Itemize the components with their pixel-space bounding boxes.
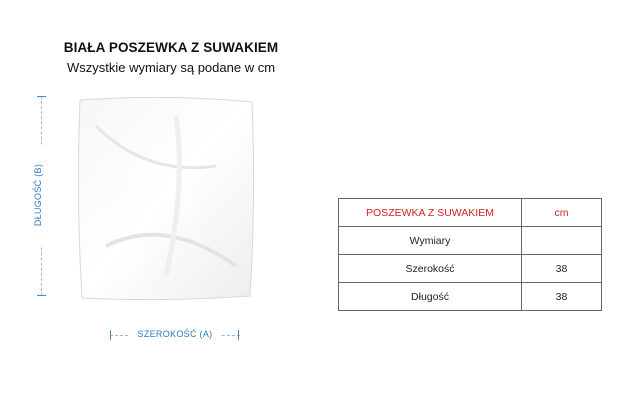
row-value: 38 — [522, 283, 602, 311]
row-label: Szerokość — [339, 255, 522, 283]
size-table-header-name: POSZEWKA Z SUWAKIEM — [339, 199, 522, 227]
width-cap-right — [238, 330, 239, 340]
size-table-header-row — [339, 199, 602, 227]
height-cap-top — [37, 96, 46, 97]
size-table-header-unit: cm — [522, 199, 602, 227]
product-title: BIAŁA POSZEWKA Z SUWAKIEM — [63, 40, 279, 55]
height-dimension-label: DŁUGOŚĆ (B) — [33, 145, 43, 245]
row-value — [522, 227, 602, 255]
table-row — [339, 283, 602, 311]
size-table — [338, 198, 602, 311]
row-label: Wymiary — [339, 227, 522, 255]
table-row — [339, 255, 602, 283]
width-dimension-label: SZEROKOŚĆ (A) — [130, 329, 220, 339]
row-label: Długość — [339, 283, 522, 311]
row-value: 38 — [522, 255, 602, 283]
height-dimension-line — [34, 96, 50, 296]
pillowcase-image — [76, 96, 256, 302]
height-cap-bottom — [37, 295, 46, 296]
width-dimension-line — [110, 326, 240, 342]
table-row — [339, 227, 602, 255]
width-cap-left — [110, 330, 111, 340]
units-subtitle: Wszystkie wymiary są podane w cm — [66, 60, 276, 75]
